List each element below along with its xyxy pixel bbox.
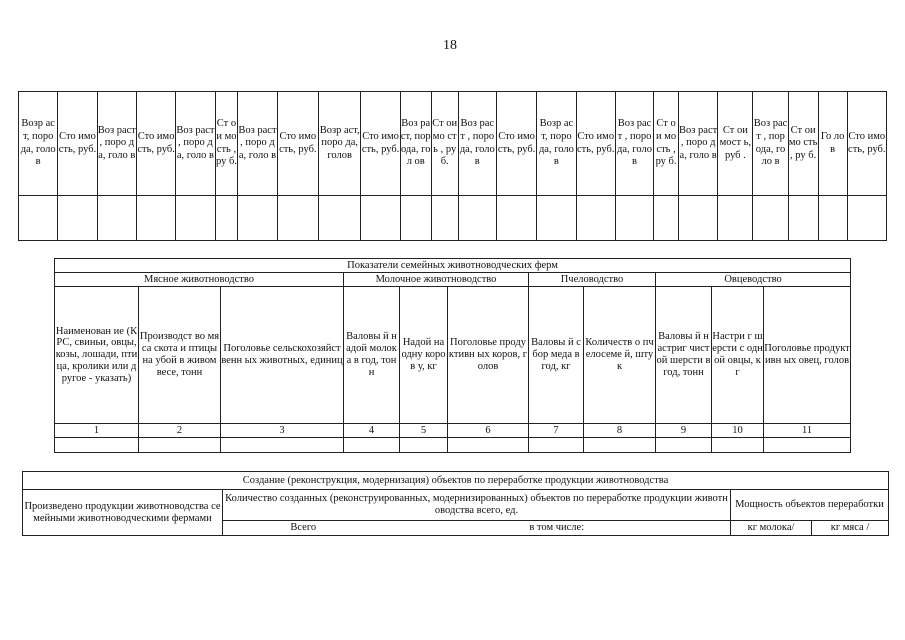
column-header: Сто имо сть, руб. xyxy=(58,92,97,196)
column-header: Производст во мяса скота и птицы на убой в живом весе, тонн xyxy=(139,287,221,424)
empty-cell[interactable] xyxy=(458,196,496,241)
column-number: 5 xyxy=(400,424,448,438)
column-number: 11 xyxy=(764,424,851,438)
column-header: Количеств о пчелосеме й, штук xyxy=(584,287,656,424)
column-header: Ст ои мо сть , ру б. xyxy=(654,92,679,196)
empty-cell[interactable] xyxy=(654,196,679,241)
family-farm-indicators-table xyxy=(54,258,851,453)
facilities-count-header: Количество созданных (реконструированных, модернизированных) объектов по переработке продукции животноводства всего, ед. xyxy=(223,490,731,521)
section-sheep: Овцеводство xyxy=(656,273,851,287)
column-header: Поголовье продуктивн ых коров, голов xyxy=(448,287,529,424)
column-number: 7 xyxy=(529,424,584,438)
empty-cell[interactable] xyxy=(584,438,656,453)
indicators-title: Показатели семейных животноводческих ферм xyxy=(55,259,851,273)
empty-cell[interactable] xyxy=(818,196,847,241)
column-header: Валовы й сбор меда в год, кг xyxy=(529,287,584,424)
empty-cell[interactable] xyxy=(718,196,753,241)
empty-cell[interactable] xyxy=(55,438,139,453)
milk-capacity-subheader: кг молока/ xyxy=(731,521,812,536)
section-meat: Мясное животноводство xyxy=(55,273,344,287)
page-number: 18 xyxy=(443,38,457,53)
column-header: Воз раст, пор ода, гол ов xyxy=(400,92,431,196)
empty-cell[interactable] xyxy=(400,438,448,453)
column-header: Валовы й настриг чистой шерсти в год, тонн xyxy=(656,287,712,424)
processing-facilities-table xyxy=(22,471,889,536)
section-dairy: Молочное животноводство xyxy=(344,273,529,287)
empty-cell[interactable] xyxy=(847,196,886,241)
column-header: Сто имо сть, руб. xyxy=(496,92,536,196)
column-header: Воз раст , поро да, голо в xyxy=(678,92,717,196)
empty-cell[interactable] xyxy=(764,438,851,453)
column-header: Сто имо сть, руб. xyxy=(361,92,400,196)
empty-cell[interactable] xyxy=(319,196,361,241)
capacity-header: Мощность объектов переработки xyxy=(731,490,889,521)
empty-cell[interactable] xyxy=(277,196,318,241)
column-number: 6 xyxy=(448,424,529,438)
column-header: Валовы й надой молока в год, тонн xyxy=(344,287,400,424)
column-header: Возр аст, поро да, голо в xyxy=(537,92,576,196)
column-header: Воз раст , поро да, голо в xyxy=(97,92,136,196)
column-number: 9 xyxy=(656,424,712,438)
column-header: Ст ои мо сть , ру б. xyxy=(431,92,458,196)
empty-cell[interactable] xyxy=(753,196,788,241)
empty-cell[interactable] xyxy=(215,196,238,241)
column-header: Возр аст, поро да, голов xyxy=(319,92,361,196)
empty-cell[interactable] xyxy=(656,438,712,453)
column-number: 3 xyxy=(221,424,344,438)
empty-cell[interactable] xyxy=(576,196,615,241)
empty-cell[interactable] xyxy=(176,196,215,241)
column-number: 1 xyxy=(55,424,139,438)
column-number: 2 xyxy=(139,424,221,438)
empty-cell[interactable] xyxy=(361,196,400,241)
column-header: Наименован ие (КРС, свиньи, овцы, козы, лошади, птица, кролики или другое - указать) xyxy=(55,287,139,424)
empty-cell[interactable] xyxy=(344,438,400,453)
empty-cell[interactable] xyxy=(221,438,344,453)
empty-cell[interactable] xyxy=(139,438,221,453)
produced-output-header: Произведено продукции животноводства семейными животноводческими фермами xyxy=(23,490,223,536)
column-header: Воз раст , поро да, голо в xyxy=(615,92,653,196)
empty-cell[interactable] xyxy=(400,196,431,241)
empty-cell[interactable] xyxy=(712,438,764,453)
empty-cell[interactable] xyxy=(537,196,576,241)
column-header: Го ло в xyxy=(818,92,847,196)
column-header: Сто имо сть, руб. xyxy=(136,92,175,196)
column-header: Воз раст , поро да, голо в xyxy=(176,92,215,196)
column-number: 10 xyxy=(712,424,764,438)
column-header: Сто имо сть, руб. xyxy=(847,92,886,196)
column-header: Настри г шерсти с одной овцы, кг xyxy=(712,287,764,424)
column-header: Поголовье сельскохозяйственн ых животных, единиц xyxy=(221,287,344,424)
column-header: Воз раст , поро да, голо в xyxy=(458,92,496,196)
column-header: Ст ои мо сть , ру б. xyxy=(788,92,818,196)
column-header: Надой на одну коров у, кг xyxy=(400,287,448,424)
empty-cell[interactable] xyxy=(615,196,653,241)
column-header: Ст ои мост ь, руб . xyxy=(718,92,753,196)
empty-cell[interactable] xyxy=(678,196,717,241)
column-header: Воз раст , пор ода, голо в xyxy=(753,92,788,196)
empty-cell[interactable] xyxy=(19,196,58,241)
empty-cell[interactable] xyxy=(448,438,529,453)
including-subheader: в том числе: xyxy=(384,521,731,536)
column-header: Возр аст, поро да, голо в xyxy=(19,92,58,196)
empty-cell[interactable] xyxy=(431,196,458,241)
empty-cell[interactable] xyxy=(496,196,536,241)
livestock-value-table xyxy=(18,91,887,241)
empty-cell[interactable] xyxy=(529,438,584,453)
column-header: Сто имо сть, руб. xyxy=(576,92,615,196)
column-header: Ст ои мо сть , ру б. xyxy=(215,92,238,196)
total-subheader: Всего xyxy=(223,521,384,536)
column-header: Воз раст , поро да, голо в xyxy=(238,92,277,196)
empty-cell[interactable] xyxy=(788,196,818,241)
processing-title: Создание (реконструкция, модернизация) объектов по переработке продукции животноводства xyxy=(23,472,889,490)
column-header: Сто имо сть, руб. xyxy=(277,92,318,196)
meat-capacity-subheader: кг мяса / xyxy=(812,521,889,536)
section-beekeeping: Пчеловодство xyxy=(529,273,656,287)
empty-cell[interactable] xyxy=(238,196,277,241)
column-header: Поголовье продуктивн ых овец, голов xyxy=(764,287,851,424)
empty-cell[interactable] xyxy=(136,196,175,241)
column-number: 4 xyxy=(344,424,400,438)
empty-cell[interactable] xyxy=(97,196,136,241)
column-number: 8 xyxy=(584,424,656,438)
empty-cell[interactable] xyxy=(58,196,97,241)
